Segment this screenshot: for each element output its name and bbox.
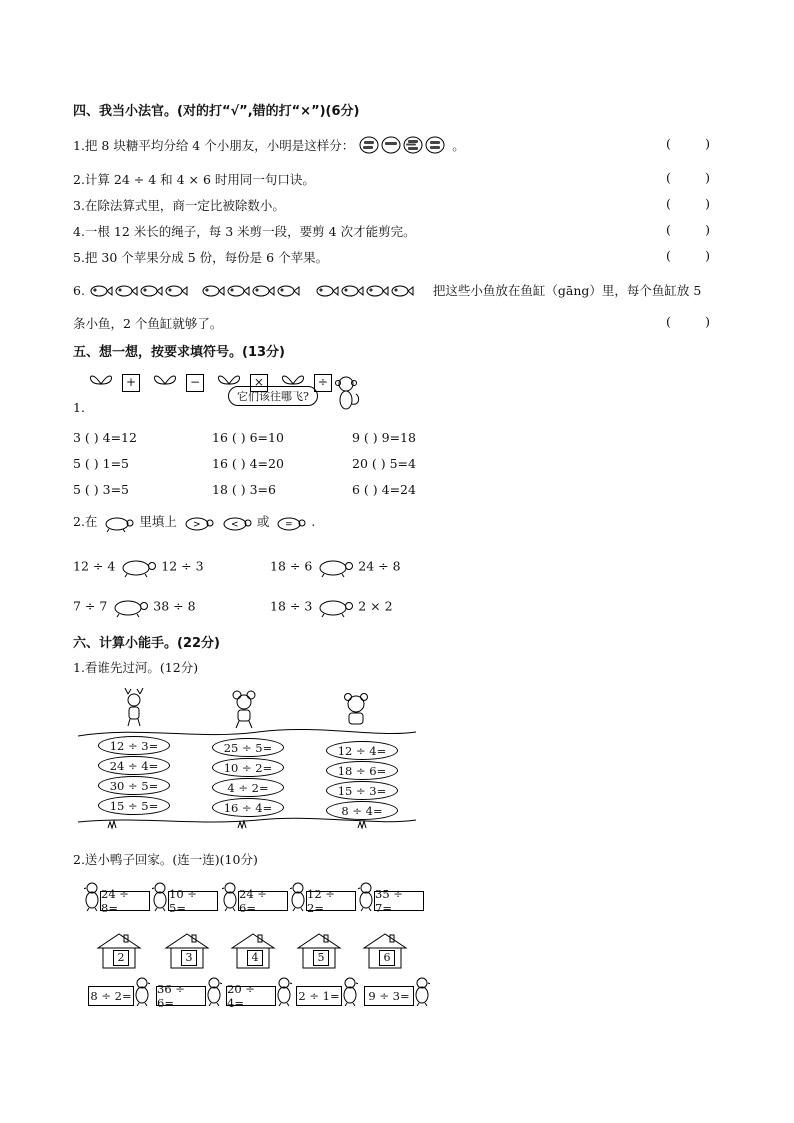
grid-r3c2: 18 ( ) 3=6	[212, 482, 276, 497]
fish-icon	[141, 286, 162, 296]
speech-bubble: 它们该往哪飞?	[228, 386, 318, 406]
fish-icon	[392, 286, 413, 296]
q6-2-label: 2.送小鸭子回家。(连一连)(10分)	[73, 852, 258, 867]
svg-text:>: >	[192, 519, 201, 530]
compare-1: 12 ÷ 4 12 ÷ 3	[73, 556, 204, 578]
duck-card-bottom-2[interactable]: 36 ÷ 6=	[156, 986, 206, 1006]
river-stone[interactable]: 4 ÷ 2=	[212, 778, 284, 797]
fish-icon	[228, 286, 249, 296]
turtle-answer-icon	[316, 596, 354, 618]
answer-paren-2[interactable]: ( )	[666, 170, 710, 185]
duck-card-top-4[interactable]: 12 ÷ 2=	[306, 891, 356, 911]
fish-icon	[116, 286, 137, 296]
grid-r1c1: 3 ( ) 4=12	[73, 430, 137, 445]
duck-icon	[342, 977, 358, 1010]
turtle-answer-icon	[119, 556, 157, 578]
butterfly-icon	[216, 372, 242, 386]
section4-title: 四、我当小法官。(对的打“√”,错的打“×”)(6分)	[73, 104, 360, 119]
answer-paren-6[interactable]: ( )	[666, 314, 710, 329]
q5-1-label: 1.	[73, 400, 85, 415]
question-4-4: 4.一根 12 米长的绳子，每 3 米剪一段，要剪 4 次才能剪完。	[73, 224, 416, 239]
question-4-6-line2: 条小鱼，2 个鱼缸就够了。	[73, 316, 223, 331]
section6-title: 六、计算小能手。(22分)	[73, 636, 220, 651]
fish-group-icons	[89, 280, 429, 303]
question-4-6: 6. 把这些小鱼放在鱼缸（gāng）里，每个鱼缸放 5	[73, 280, 701, 303]
q6-1-label: 1.看谁先过河。(12分)	[73, 660, 199, 675]
butterfly-icon	[152, 372, 178, 386]
question-4-3: 3.在除法算式里，商一定比被除数小。	[73, 198, 285, 213]
river-stone[interactable]: 15 ÷ 5=	[98, 796, 170, 815]
duck-icon	[276, 977, 292, 1010]
question-4-1: 1.把 8 块糖平均分给 4 个小朋友，小明是这样分： 。	[73, 135, 465, 158]
fish-icon	[166, 286, 187, 296]
duck-card-bottom-3[interactable]: 20 ÷ 4=	[226, 986, 276, 1006]
butterfly-times: ×	[216, 372, 272, 392]
turtle-answer-icon	[111, 596, 149, 618]
duck-icon	[222, 882, 238, 915]
duck-icon	[84, 882, 100, 915]
fish-icon	[317, 286, 338, 296]
turtle-greater-icon	[181, 514, 215, 532]
answer-paren-4[interactable]: ( )	[666, 222, 710, 237]
river-stone[interactable]: 12 ÷ 4=	[326, 741, 398, 760]
svg-text:<: <	[230, 519, 239, 530]
grid-r3c1: 5 ( ) 3=5	[73, 482, 130, 497]
grid-r2c3: 20 ( ) 5=4	[352, 456, 416, 471]
duck-card-top-5[interactable]: 35 ÷ 7=	[374, 891, 424, 911]
river-stone[interactable]: 25 ÷ 5=	[212, 738, 284, 757]
duck-card-bottom-4[interactable]: 2 ÷ 1=	[296, 986, 342, 1006]
turtle-equal-icon	[273, 514, 307, 532]
answer-paren-1[interactable]: ( )	[666, 136, 710, 151]
turtle-icon	[101, 514, 135, 532]
house-icon[interactable]: 3	[164, 932, 210, 973]
q5-2-instruction: 2.在 里填上 > < 或 = .	[73, 514, 316, 530]
river-stone[interactable]: 8 ÷ 4=	[326, 801, 398, 820]
grid-r2c2: 16 ( ) 4=20	[212, 456, 284, 471]
house-icon[interactable]: 2	[96, 932, 142, 973]
river-stone[interactable]: 30 ÷ 5=	[98, 776, 170, 795]
grid-r2c1: 5 ( ) 1=5	[73, 456, 130, 471]
question-4-2: 2.计算 24 ÷ 4 和 4 × 6 时用同一句口诀。	[73, 172, 315, 187]
fish-icon	[253, 286, 274, 296]
fish-icon	[91, 286, 112, 296]
duck-card-bottom-1[interactable]: 8 ÷ 2=	[88, 986, 134, 1006]
answer-paren-3[interactable]: ( )	[666, 196, 710, 211]
duck-icon	[206, 977, 222, 1010]
candy-group-icons	[358, 135, 448, 158]
duck-card-bottom-5[interactable]: 9 ÷ 3=	[364, 986, 414, 1006]
fish-icon	[342, 286, 363, 296]
fish-icon	[367, 286, 388, 296]
duck-icon	[290, 882, 306, 915]
grid-r1c3: 9 ( ) 9=18	[352, 430, 416, 445]
duck-card-top-2[interactable]: 10 ÷ 5=	[168, 891, 218, 911]
turtle-less-icon	[219, 514, 253, 532]
duck-icon	[152, 882, 168, 915]
house-icon[interactable]: 5	[296, 932, 342, 973]
butterfly-minus: −	[152, 372, 208, 392]
butterfly-icon	[280, 372, 306, 386]
house-icon[interactable]: 4	[230, 932, 276, 973]
butterfly-icon	[88, 372, 114, 386]
grid-r3c3: 6 ( ) 4=24	[352, 482, 416, 497]
river-stone[interactable]: 15 ÷ 3=	[326, 781, 398, 800]
compare-2: 18 ÷ 6 24 ÷ 8	[270, 556, 401, 578]
river-stone[interactable]: 24 ÷ 4=	[98, 756, 170, 775]
river-stone[interactable]: 18 ÷ 6=	[326, 761, 398, 780]
section5-title: 五、想一想，按要求填符号。(13分)	[73, 345, 285, 360]
duck-card-top-3[interactable]: 24 ÷ 6=	[238, 891, 288, 911]
answer-paren-5[interactable]: ( )	[666, 248, 710, 263]
river-stone[interactable]: 16 ÷ 4=	[212, 798, 284, 817]
grid-r1c2: 16 ( ) 6=10	[212, 430, 284, 445]
duck-icon	[358, 882, 374, 915]
fish-icon	[278, 286, 299, 296]
compare-3: 7 ÷ 7 38 ÷ 8	[73, 596, 196, 618]
house-icon[interactable]: 6	[362, 932, 408, 973]
butterfly-divide: ÷	[280, 372, 336, 392]
turtle-answer-icon	[316, 556, 354, 578]
duck-icon	[414, 977, 430, 1010]
question-4-5: 5.把 30 个苹果分成 5 份，每份是 6 个苹果。	[73, 250, 329, 265]
compare-4: 18 ÷ 3 2 × 2	[270, 596, 393, 618]
duck-card-top-1[interactable]: 24 ÷ 8=	[100, 891, 150, 911]
svg-text:=: =	[285, 519, 293, 530]
duck-icon	[134, 977, 150, 1010]
river-stone[interactable]: 10 ÷ 2=	[212, 758, 284, 777]
butterfly-plus: +	[88, 372, 144, 392]
river-stone[interactable]: 12 ÷ 3=	[98, 736, 170, 755]
fish-icon	[203, 286, 224, 296]
monkey-icon	[332, 374, 362, 417]
